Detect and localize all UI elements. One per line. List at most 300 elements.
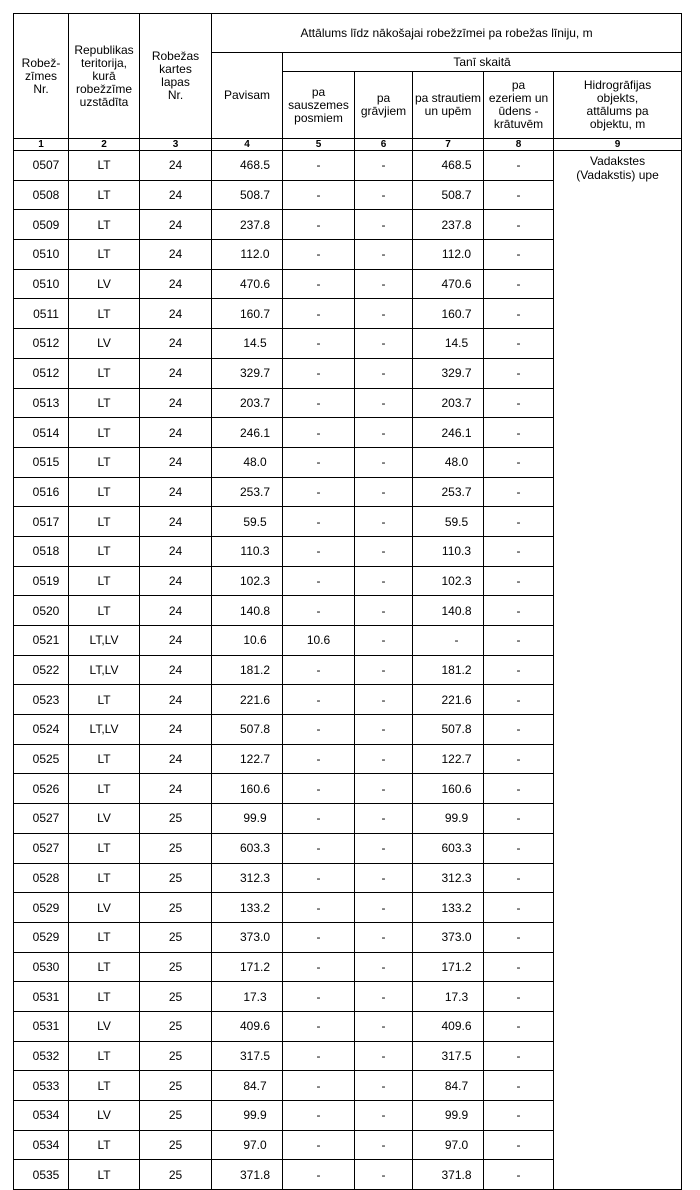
total-distance-cell: 181.2 (212, 655, 283, 685)
lake-distance-cell: - (484, 447, 554, 477)
header-of-which: Tanī skaitā (283, 53, 682, 72)
lake-distance-cell: - (484, 982, 554, 1012)
ditch-distance-cell: - (355, 151, 413, 181)
map-sheet-cell: 24 (140, 388, 212, 418)
territory-cell: LV (69, 1101, 140, 1131)
territory-cell: LT (69, 477, 140, 507)
ditch-distance-cell: - (355, 596, 413, 626)
header-rivers: pa strautiem un upēm (413, 72, 484, 139)
land-distance-cell: - (283, 566, 355, 596)
territory-cell: LT (69, 833, 140, 863)
map-sheet-cell: 24 (140, 210, 212, 240)
total-distance-cell: 237.8 (212, 210, 283, 240)
map-sheet-cell: 24 (140, 447, 212, 477)
river-distance-cell: 122.7 (413, 744, 484, 774)
land-distance-cell: - (283, 507, 355, 537)
map-sheet-cell: 24 (140, 180, 212, 210)
total-distance-cell: 373.0 (212, 922, 283, 952)
land-distance-cell: - (283, 893, 355, 923)
ditch-distance-cell: - (355, 269, 413, 299)
river-distance-cell: 160.7 (413, 299, 484, 329)
header-marker-nr: Robež- zīmes Nr. (14, 14, 69, 139)
river-distance-cell: 97.0 (413, 1130, 484, 1160)
total-distance-cell: 84.7 (212, 1071, 283, 1101)
lake-distance-cell: - (484, 477, 554, 507)
map-sheet-cell: 24 (140, 685, 212, 715)
marker-nr-cell: 0514 (14, 418, 69, 448)
total-distance-cell: 468.5 (212, 151, 283, 181)
territory-cell: LT,LV (69, 715, 140, 745)
river-distance-cell: 312.3 (413, 863, 484, 893)
lake-distance-cell: - (484, 210, 554, 240)
land-distance-cell: - (283, 1160, 355, 1190)
river-distance-cell: 507.8 (413, 715, 484, 745)
river-distance-cell: 110.3 (413, 536, 484, 566)
map-sheet-cell: 24 (140, 626, 212, 656)
river-distance-cell: 329.7 (413, 358, 484, 388)
map-sheet-cell: 24 (140, 507, 212, 537)
header-total: Pavisam (212, 53, 283, 139)
ditch-distance-cell: - (355, 1011, 413, 1041)
marker-nr-cell: 0512 (14, 329, 69, 359)
ditch-distance-cell: - (355, 358, 413, 388)
ditch-distance-cell: - (355, 388, 413, 418)
total-distance-cell: 171.2 (212, 952, 283, 982)
territory-cell: LT (69, 1071, 140, 1101)
column-number: 1 (14, 139, 69, 151)
total-distance-cell: 470.6 (212, 269, 283, 299)
river-distance-cell: 102.3 (413, 566, 484, 596)
river-distance-cell: 237.8 (413, 210, 484, 240)
map-sheet-cell: 25 (140, 952, 212, 982)
total-distance-cell: 508.7 (212, 180, 283, 210)
marker-nr-cell: 0529 (14, 893, 69, 923)
marker-nr-cell: 0521 (14, 626, 69, 656)
ditch-distance-cell: - (355, 833, 413, 863)
ditch-distance-cell: - (355, 329, 413, 359)
territory-cell: LV (69, 1011, 140, 1041)
marker-nr-cell: 0526 (14, 774, 69, 804)
river-distance-cell: 409.6 (413, 1011, 484, 1041)
land-distance-cell: - (283, 863, 355, 893)
river-distance-cell: 371.8 (413, 1160, 484, 1190)
river-distance-cell: 603.3 (413, 833, 484, 863)
map-sheet-cell: 24 (140, 715, 212, 745)
ditch-distance-cell: - (355, 744, 413, 774)
territory-cell: LT (69, 922, 140, 952)
river-distance-cell: 59.5 (413, 507, 484, 537)
total-distance-cell: 59.5 (212, 507, 283, 537)
land-distance-cell: - (283, 210, 355, 240)
map-sheet-cell: 24 (140, 536, 212, 566)
territory-cell: LV (69, 893, 140, 923)
header-territory: Republikas teritorija, kurā robežzīme uzstādīta (69, 14, 140, 139)
marker-nr-cell: 0531 (14, 1011, 69, 1041)
marker-nr-cell: 0533 (14, 1071, 69, 1101)
river-distance-cell: 84.7 (413, 1071, 484, 1101)
ditch-distance-cell: - (355, 477, 413, 507)
lake-distance-cell: - (484, 507, 554, 537)
ditch-distance-cell: - (355, 1130, 413, 1160)
territory-cell: LT (69, 418, 140, 448)
total-distance-cell: 97.0 (212, 1130, 283, 1160)
ditch-distance-cell: - (355, 240, 413, 270)
land-distance-cell: - (283, 774, 355, 804)
map-sheet-cell: 25 (140, 893, 212, 923)
territory-cell: LV (69, 329, 140, 359)
lake-distance-cell: - (484, 536, 554, 566)
lake-distance-cell: - (484, 180, 554, 210)
marker-nr-cell: 0534 (14, 1130, 69, 1160)
land-distance-cell: - (283, 447, 355, 477)
territory-cell: LT (69, 566, 140, 596)
territory-cell: LT (69, 507, 140, 537)
land-distance-cell: - (283, 715, 355, 745)
total-distance-cell: 48.0 (212, 447, 283, 477)
river-distance-cell: - (413, 626, 484, 656)
map-sheet-cell: 25 (140, 1071, 212, 1101)
land-distance-cell: - (283, 1011, 355, 1041)
lake-distance-cell: - (484, 685, 554, 715)
lake-distance-cell: - (484, 863, 554, 893)
river-distance-cell: 133.2 (413, 893, 484, 923)
total-distance-cell: 99.9 (212, 1101, 283, 1131)
map-sheet-cell: 25 (140, 1011, 212, 1041)
marker-nr-cell: 0528 (14, 863, 69, 893)
lake-distance-cell: - (484, 566, 554, 596)
marker-nr-cell: 0534 (14, 1101, 69, 1131)
river-distance-cell: 508.7 (413, 180, 484, 210)
ditch-distance-cell: - (355, 626, 413, 656)
marker-nr-cell: 0519 (14, 566, 69, 596)
ditch-distance-cell: - (355, 922, 413, 952)
territory-cell: LV (69, 269, 140, 299)
river-distance-cell: 171.2 (413, 952, 484, 982)
total-distance-cell: 133.2 (212, 893, 283, 923)
marker-nr-cell: 0517 (14, 507, 69, 537)
ditch-distance-cell: - (355, 210, 413, 240)
land-distance-cell: - (283, 655, 355, 685)
land-distance-cell: 10.6 (283, 626, 355, 656)
total-distance-cell: 10.6 (212, 626, 283, 656)
territory-cell: LT (69, 596, 140, 626)
total-distance-cell: 317.5 (212, 1041, 283, 1071)
total-distance-cell: 221.6 (212, 685, 283, 715)
ditch-distance-cell: - (355, 1041, 413, 1071)
map-sheet-cell: 24 (140, 774, 212, 804)
marker-nr-cell: 0527 (14, 833, 69, 863)
lake-distance-cell: - (484, 1160, 554, 1190)
total-distance-cell: 160.6 (212, 774, 283, 804)
marker-nr-cell: 0527 (14, 804, 69, 834)
total-distance-cell: 99.9 (212, 804, 283, 834)
map-sheet-cell: 25 (140, 1041, 212, 1071)
total-distance-cell: 122.7 (212, 744, 283, 774)
territory-cell: LT (69, 151, 140, 181)
territory-cell: LT (69, 180, 140, 210)
total-distance-cell: 409.6 (212, 1011, 283, 1041)
map-sheet-cell: 24 (140, 329, 212, 359)
territory-cell: LT (69, 685, 140, 715)
table-row (14, 151, 682, 181)
map-sheet-cell: 24 (140, 477, 212, 507)
ditch-distance-cell: - (355, 447, 413, 477)
land-distance-cell: - (283, 329, 355, 359)
marker-nr-cell: 0529 (14, 922, 69, 952)
total-distance-cell: 203.7 (212, 388, 283, 418)
land-distance-cell: - (283, 833, 355, 863)
lake-distance-cell: - (484, 1101, 554, 1131)
column-number: 8 (484, 139, 554, 151)
ditch-distance-cell: - (355, 863, 413, 893)
territory-cell: LT (69, 358, 140, 388)
marker-nr-cell: 0508 (14, 180, 69, 210)
ditch-distance-cell: - (355, 685, 413, 715)
river-distance-cell: 181.2 (413, 655, 484, 685)
map-sheet-cell: 25 (140, 922, 212, 952)
land-distance-cell: - (283, 151, 355, 181)
map-sheet-cell: 25 (140, 1101, 212, 1131)
territory-cell: LV (69, 804, 140, 834)
territory-cell: LT (69, 774, 140, 804)
river-distance-cell: 221.6 (413, 685, 484, 715)
river-distance-cell: 470.6 (413, 269, 484, 299)
total-distance-cell: 140.8 (212, 596, 283, 626)
marker-nr-cell: 0524 (14, 715, 69, 745)
header-hydro: Hidrogrāfijas objekts, attālums pa objektu, m (554, 72, 682, 139)
territory-cell: LT (69, 982, 140, 1012)
territory-cell: LT (69, 240, 140, 270)
marker-nr-cell: 0516 (14, 477, 69, 507)
map-sheet-cell: 24 (140, 269, 212, 299)
land-distance-cell: - (283, 269, 355, 299)
lake-distance-cell: - (484, 715, 554, 745)
territory-cell: LT (69, 447, 140, 477)
lake-distance-cell: - (484, 774, 554, 804)
ditch-distance-cell: - (355, 536, 413, 566)
marker-nr-cell: 0510 (14, 240, 69, 270)
lake-distance-cell: - (484, 1071, 554, 1101)
map-sheet-cell: 25 (140, 863, 212, 893)
lake-distance-cell: - (484, 833, 554, 863)
marker-nr-cell: 0525 (14, 744, 69, 774)
ditch-distance-cell: - (355, 952, 413, 982)
land-distance-cell: - (283, 685, 355, 715)
land-distance-cell: - (283, 299, 355, 329)
territory-cell: LT (69, 1130, 140, 1160)
ditch-distance-cell: - (355, 774, 413, 804)
territory-cell: LT (69, 744, 140, 774)
lake-distance-cell: - (484, 655, 554, 685)
river-distance-cell: 160.6 (413, 774, 484, 804)
map-sheet-cell: 24 (140, 566, 212, 596)
total-distance-cell: 14.5 (212, 329, 283, 359)
ditch-distance-cell: - (355, 1101, 413, 1131)
ditch-distance-cell: - (355, 893, 413, 923)
land-distance-cell: - (283, 744, 355, 774)
marker-nr-cell: 0530 (14, 952, 69, 982)
land-distance-cell: - (283, 922, 355, 952)
lake-distance-cell: - (484, 626, 554, 656)
marker-nr-cell: 0531 (14, 982, 69, 1012)
land-distance-cell: - (283, 180, 355, 210)
land-distance-cell: - (283, 1130, 355, 1160)
lake-distance-cell: - (484, 1041, 554, 1071)
river-distance-cell: 99.9 (413, 1101, 484, 1131)
map-sheet-cell: 24 (140, 418, 212, 448)
marker-nr-cell: 0532 (14, 1041, 69, 1071)
map-sheet-cell: 24 (140, 596, 212, 626)
map-sheet-cell: 25 (140, 1130, 212, 1160)
column-number: 9 (554, 139, 682, 151)
lake-distance-cell: - (484, 1130, 554, 1160)
ditch-distance-cell: - (355, 1071, 413, 1101)
territory-cell: LT,LV (69, 626, 140, 656)
marker-nr-cell: 0512 (14, 358, 69, 388)
territory-cell: LT (69, 863, 140, 893)
marker-nr-cell: 0522 (14, 655, 69, 685)
total-distance-cell: 160.7 (212, 299, 283, 329)
lake-distance-cell: - (484, 388, 554, 418)
ditch-distance-cell: - (355, 1160, 413, 1190)
map-sheet-cell: 24 (140, 151, 212, 181)
land-distance-cell: - (283, 1101, 355, 1131)
map-sheet-cell: 25 (140, 804, 212, 834)
lake-distance-cell: - (484, 744, 554, 774)
lake-distance-cell: - (484, 1011, 554, 1041)
column-number: 6 (355, 139, 413, 151)
lake-distance-cell: - (484, 922, 554, 952)
territory-cell: LT (69, 1041, 140, 1071)
map-sheet-cell: 25 (140, 982, 212, 1012)
lake-distance-cell: - (484, 240, 554, 270)
territory-cell: LT (69, 388, 140, 418)
marker-nr-cell: 0507 (14, 151, 69, 181)
land-distance-cell: - (283, 952, 355, 982)
land-distance-cell: - (283, 477, 355, 507)
marker-nr-cell: 0515 (14, 447, 69, 477)
marker-nr-cell: 0511 (14, 299, 69, 329)
river-distance-cell: 468.5 (413, 151, 484, 181)
river-distance-cell: 112.0 (413, 240, 484, 270)
map-sheet-cell: 24 (140, 358, 212, 388)
column-number: 3 (140, 139, 212, 151)
ditch-distance-cell: - (355, 566, 413, 596)
river-distance-cell: 253.7 (413, 477, 484, 507)
lake-distance-cell: - (484, 418, 554, 448)
river-distance-cell: 203.7 (413, 388, 484, 418)
ditch-distance-cell: - (355, 418, 413, 448)
header-distance-group: Attālums līdz nākošajai robežzīmei pa robežas līniju, m (212, 14, 682, 53)
total-distance-cell: 507.8 (212, 715, 283, 745)
river-distance-cell: 17.3 (413, 982, 484, 1012)
marker-nr-cell: 0520 (14, 596, 69, 626)
land-distance-cell: - (283, 982, 355, 1012)
total-distance-cell: 17.3 (212, 982, 283, 1012)
header-lakes: pa ezeriem un ūdens - krātuvēm (484, 72, 554, 139)
ditch-distance-cell: - (355, 982, 413, 1012)
map-sheet-cell: 25 (140, 1160, 212, 1190)
ditch-distance-cell: - (355, 180, 413, 210)
column-number: 2 (69, 139, 140, 151)
marker-nr-cell: 0509 (14, 210, 69, 240)
lake-distance-cell: - (484, 358, 554, 388)
boundary-markers-table (13, 13, 682, 1190)
total-distance-cell: 312.3 (212, 863, 283, 893)
territory-cell: LT (69, 210, 140, 240)
map-sheet-cell: 24 (140, 744, 212, 774)
lake-distance-cell: - (484, 804, 554, 834)
land-distance-cell: - (283, 596, 355, 626)
land-distance-cell: - (283, 418, 355, 448)
river-distance-cell: 99.9 (413, 804, 484, 834)
marker-nr-cell: 0518 (14, 536, 69, 566)
ditch-distance-cell: - (355, 715, 413, 745)
column-number: 5 (283, 139, 355, 151)
land-distance-cell: - (283, 240, 355, 270)
lake-distance-cell: - (484, 596, 554, 626)
territory-cell: LT,LV (69, 655, 140, 685)
marker-nr-cell: 0513 (14, 388, 69, 418)
column-number-row (14, 139, 682, 151)
land-distance-cell: - (283, 1071, 355, 1101)
total-distance-cell: 603.3 (212, 833, 283, 863)
river-distance-cell: 317.5 (413, 1041, 484, 1071)
marker-nr-cell: 0523 (14, 685, 69, 715)
river-distance-cell: 48.0 (413, 447, 484, 477)
header-ditches: pa grāvjiem (355, 72, 413, 139)
ditch-distance-cell: - (355, 299, 413, 329)
river-distance-cell: 246.1 (413, 418, 484, 448)
marker-nr-cell: 0535 (14, 1160, 69, 1190)
map-sheet-cell: 24 (140, 299, 212, 329)
territory-cell: LT (69, 299, 140, 329)
lake-distance-cell: - (484, 151, 554, 181)
map-sheet-cell: 25 (140, 833, 212, 863)
total-distance-cell: 110.3 (212, 536, 283, 566)
marker-nr-cell: 0510 (14, 269, 69, 299)
header-map-sheet: Robežas kartes lapas Nr. (140, 14, 212, 139)
total-distance-cell: 246.1 (212, 418, 283, 448)
river-distance-cell: 373.0 (413, 922, 484, 952)
land-distance-cell: - (283, 804, 355, 834)
lake-distance-cell: - (484, 269, 554, 299)
map-sheet-cell: 24 (140, 240, 212, 270)
river-distance-cell: 14.5 (413, 329, 484, 359)
total-distance-cell: 253.7 (212, 477, 283, 507)
column-number: 4 (212, 139, 283, 151)
total-distance-cell: 112.0 (212, 240, 283, 270)
hydro-object-cell: Vadakstes (Vadakstis) upe (554, 151, 682, 1190)
ditch-distance-cell: - (355, 655, 413, 685)
header-land: pa sauszemes posmiem (283, 72, 355, 139)
lake-distance-cell: - (484, 329, 554, 359)
land-distance-cell: - (283, 536, 355, 566)
lake-distance-cell: - (484, 952, 554, 982)
land-distance-cell: - (283, 1041, 355, 1071)
ditch-distance-cell: - (355, 507, 413, 537)
territory-cell: LT (69, 1160, 140, 1190)
total-distance-cell: 371.8 (212, 1160, 283, 1190)
territory-cell: LT (69, 536, 140, 566)
ditch-distance-cell: - (355, 804, 413, 834)
total-distance-cell: 329.7 (212, 358, 283, 388)
map-sheet-cell: 24 (140, 655, 212, 685)
lake-distance-cell: - (484, 893, 554, 923)
land-distance-cell: - (283, 388, 355, 418)
total-distance-cell: 102.3 (212, 566, 283, 596)
territory-cell: LT (69, 952, 140, 982)
